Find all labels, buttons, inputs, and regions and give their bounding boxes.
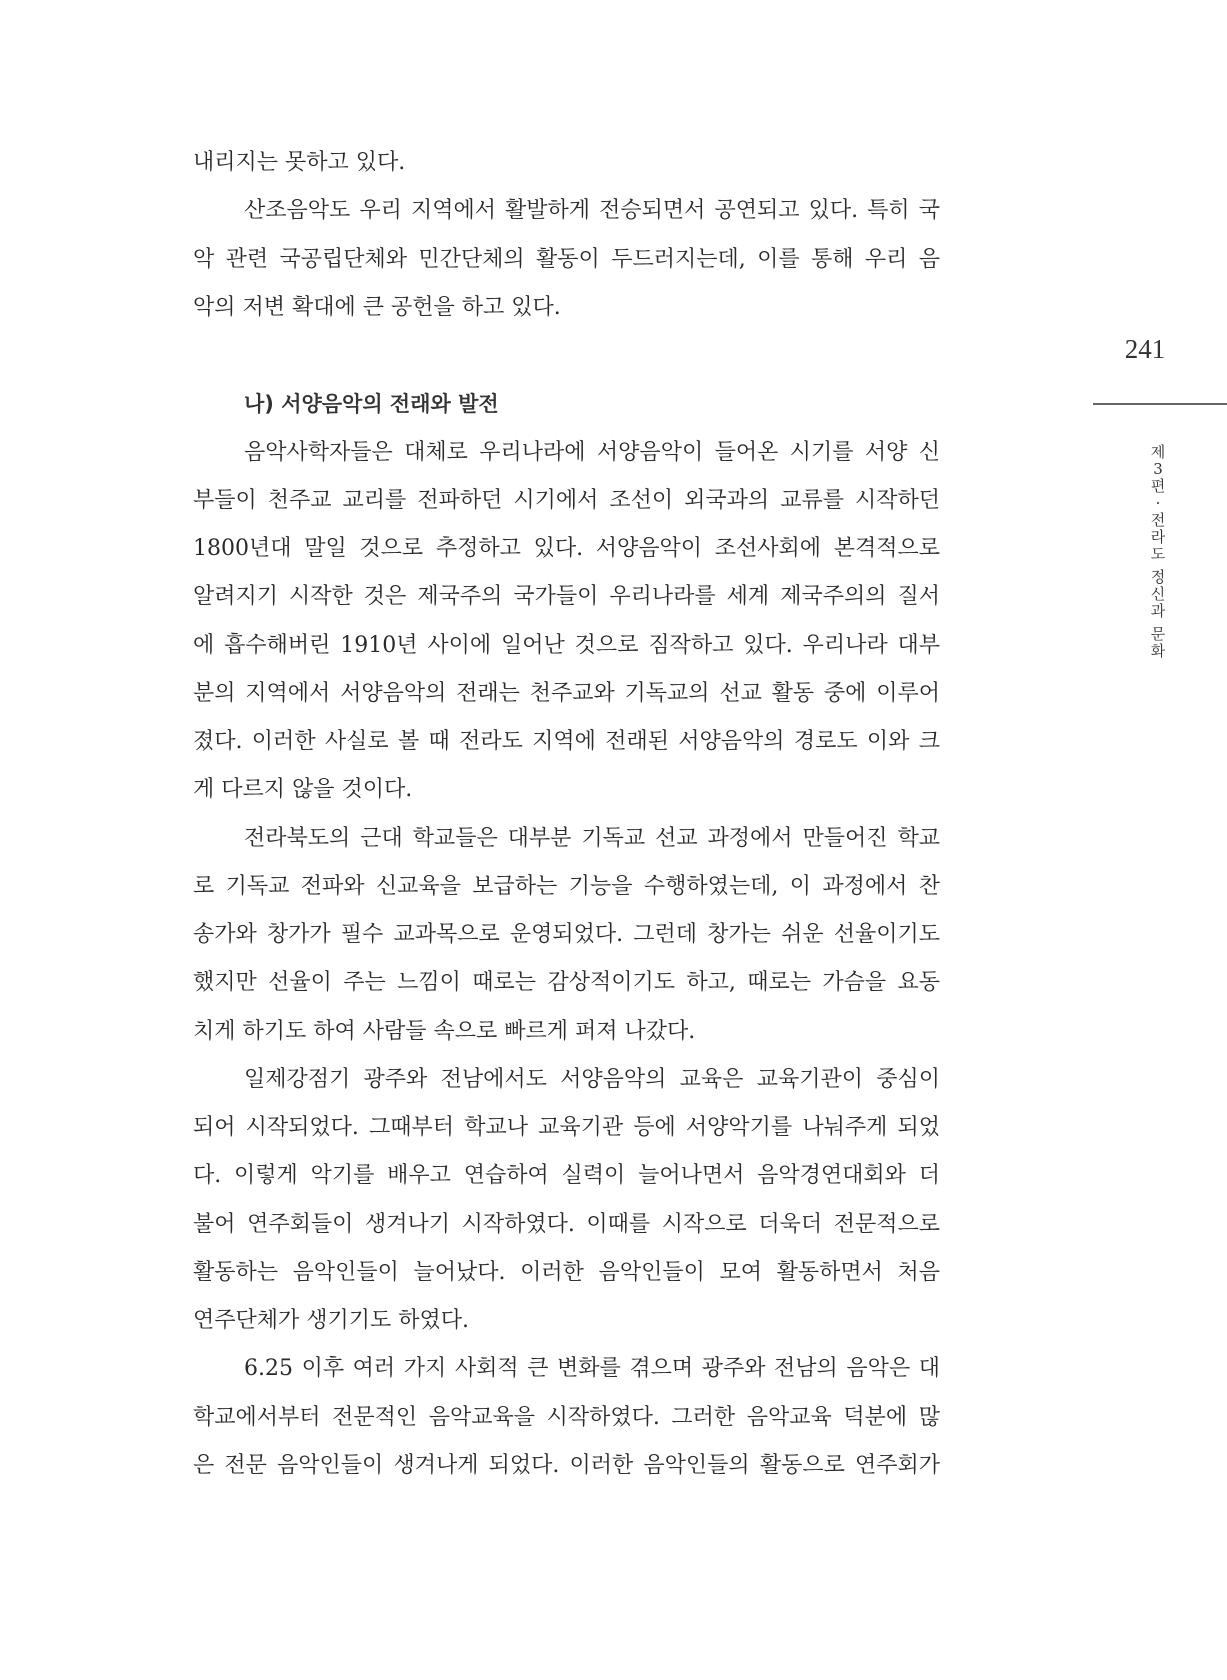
text-line: 불어 연주회들이 생겨나기 시작하였다. 이때를 시작으로 더욱더 전문적으로 xyxy=(193,1211,940,1237)
section-title-char: 라 xyxy=(1150,528,1166,546)
paragraph xyxy=(193,815,940,1056)
text-line: 6.25 이후 여러 가지 사회적 큰 변화를 겪으며 광주와 전남의 음악은 대 xyxy=(244,1356,940,1382)
section-title-char: 정 xyxy=(1150,568,1166,586)
section-title-char: 과 xyxy=(1150,602,1166,620)
text-line: 악의 저변 확대에 큰 공헌을 하고 있다. xyxy=(193,294,561,320)
section-title-char: 3 xyxy=(1153,460,1163,478)
paragraph xyxy=(193,429,940,815)
text-line: 학교에서부터 전문적인 음악교육을 시작하였다. 그러한 음악교육 덕분에 많 xyxy=(193,1404,940,1430)
body-text xyxy=(193,139,940,1490)
text-line: 했지만 선율이 주는 느낌이 때로는 감상적이기도 하고, 때로는 가슴을 요동 xyxy=(193,970,940,996)
text-line: 알려지기 시작한 것은 제국주의 국가들이 우리나라를 세계 제국주의의 질서 xyxy=(193,584,940,610)
text-line: 다. 이렇게 악기를 배우고 연습하여 실력이 늘어나면서 음악경연대회와 더 xyxy=(193,1163,940,1189)
paragraph xyxy=(193,139,940,187)
text-line: 되어 시작되었다. 그때부터 학교나 교육기관 등에 서양악기를 나눠주게 되었 xyxy=(193,1115,940,1140)
section-title-char: 편 xyxy=(1150,477,1166,495)
section-title-vertical xyxy=(1147,444,1169,660)
section-title-char: 도 xyxy=(1150,545,1166,563)
text-line: 치게 하기도 하여 사람들 속으로 빠르게 퍼져 나갔다. xyxy=(193,1018,696,1044)
text-line: 일제강점기 광주와 전남에서도 서양음악의 교육은 교육기관이 중심이 xyxy=(244,1066,940,1092)
text-line: 게 다르지 않을 것이다. xyxy=(193,777,413,803)
section-title-char: 화 xyxy=(1150,642,1166,660)
header-rule xyxy=(1093,403,1227,405)
section-title-char: 문 xyxy=(1150,625,1166,643)
section-heading: 나) 서양음악의 전래와 발전 xyxy=(244,392,499,417)
text-line: 부들이 천주교 교리를 전파하던 시기에서 조선이 외국과의 교류를 시작하던 xyxy=(193,487,940,513)
text-line: 음악사학자들은 대체로 우리나라에 서양음악이 들어온 시기를 서양 신 xyxy=(244,439,940,465)
text-line: 분의 지역에서 서양음악의 전래는 천주교와 기독교의 선교 활동 중에 이루어 xyxy=(193,680,940,706)
text-line: 1800년대 말일 것으로 추정하고 있다. 서양음악이 조선사회에 본격적으로 xyxy=(193,536,940,561)
page-number: 241 xyxy=(1124,334,1166,364)
text-line: 졌다. 이러한 사실로 볼 때 전라도 지역에 전래된 서양음악의 경로도 이와 크 xyxy=(193,729,940,754)
text-line: 송가와 창가가 필수 교과목으로 운영되었다. 그런데 창가는 쉬운 선율이기도 xyxy=(193,922,940,947)
text-line: 산조음악도 우리 지역에서 활발하게 전승되면서 공연되고 있다. 특히 국 xyxy=(244,198,940,224)
text-line: 연주단체가 생기기도 하였다. xyxy=(193,1308,470,1333)
section-title-char: 전 xyxy=(1150,511,1166,529)
text-line: 내리지는 못하고 있다. xyxy=(193,150,406,175)
section-title-char: · xyxy=(1155,494,1161,512)
text-line: 은 전문 음악인들이 생겨나게 되었다. 이러한 음악인들의 활동으로 연주회가 xyxy=(193,1452,940,1478)
blank-line xyxy=(193,332,940,380)
paragraph xyxy=(193,1345,940,1490)
text-line: 활동하는 음악인들이 늘어났다. 이러한 음악인들이 모여 활동하면서 처음 xyxy=(193,1259,940,1285)
paragraph xyxy=(193,1056,940,1346)
text-line: 에 흡수해버린 1910년 사이에 일어난 것으로 짐작하고 있다. 우리나라 대부 xyxy=(193,632,940,658)
text-line: 로 기독교 전파와 신교육을 보급하는 기능을 수행하였는데, 이 과정에서 찬 xyxy=(193,873,940,899)
paragraph xyxy=(193,187,940,332)
text-line: 악 관련 국공립단체와 민간단체의 활동이 두드러지는데, 이를 통해 우리 음 xyxy=(193,246,940,272)
section-title-char: 제 xyxy=(1150,443,1166,461)
text-line: 전라북도의 근대 학교들은 대부분 기독교 선교 과정에서 만들어진 학교 xyxy=(244,825,940,851)
section-title-char: 신 xyxy=(1150,585,1166,603)
